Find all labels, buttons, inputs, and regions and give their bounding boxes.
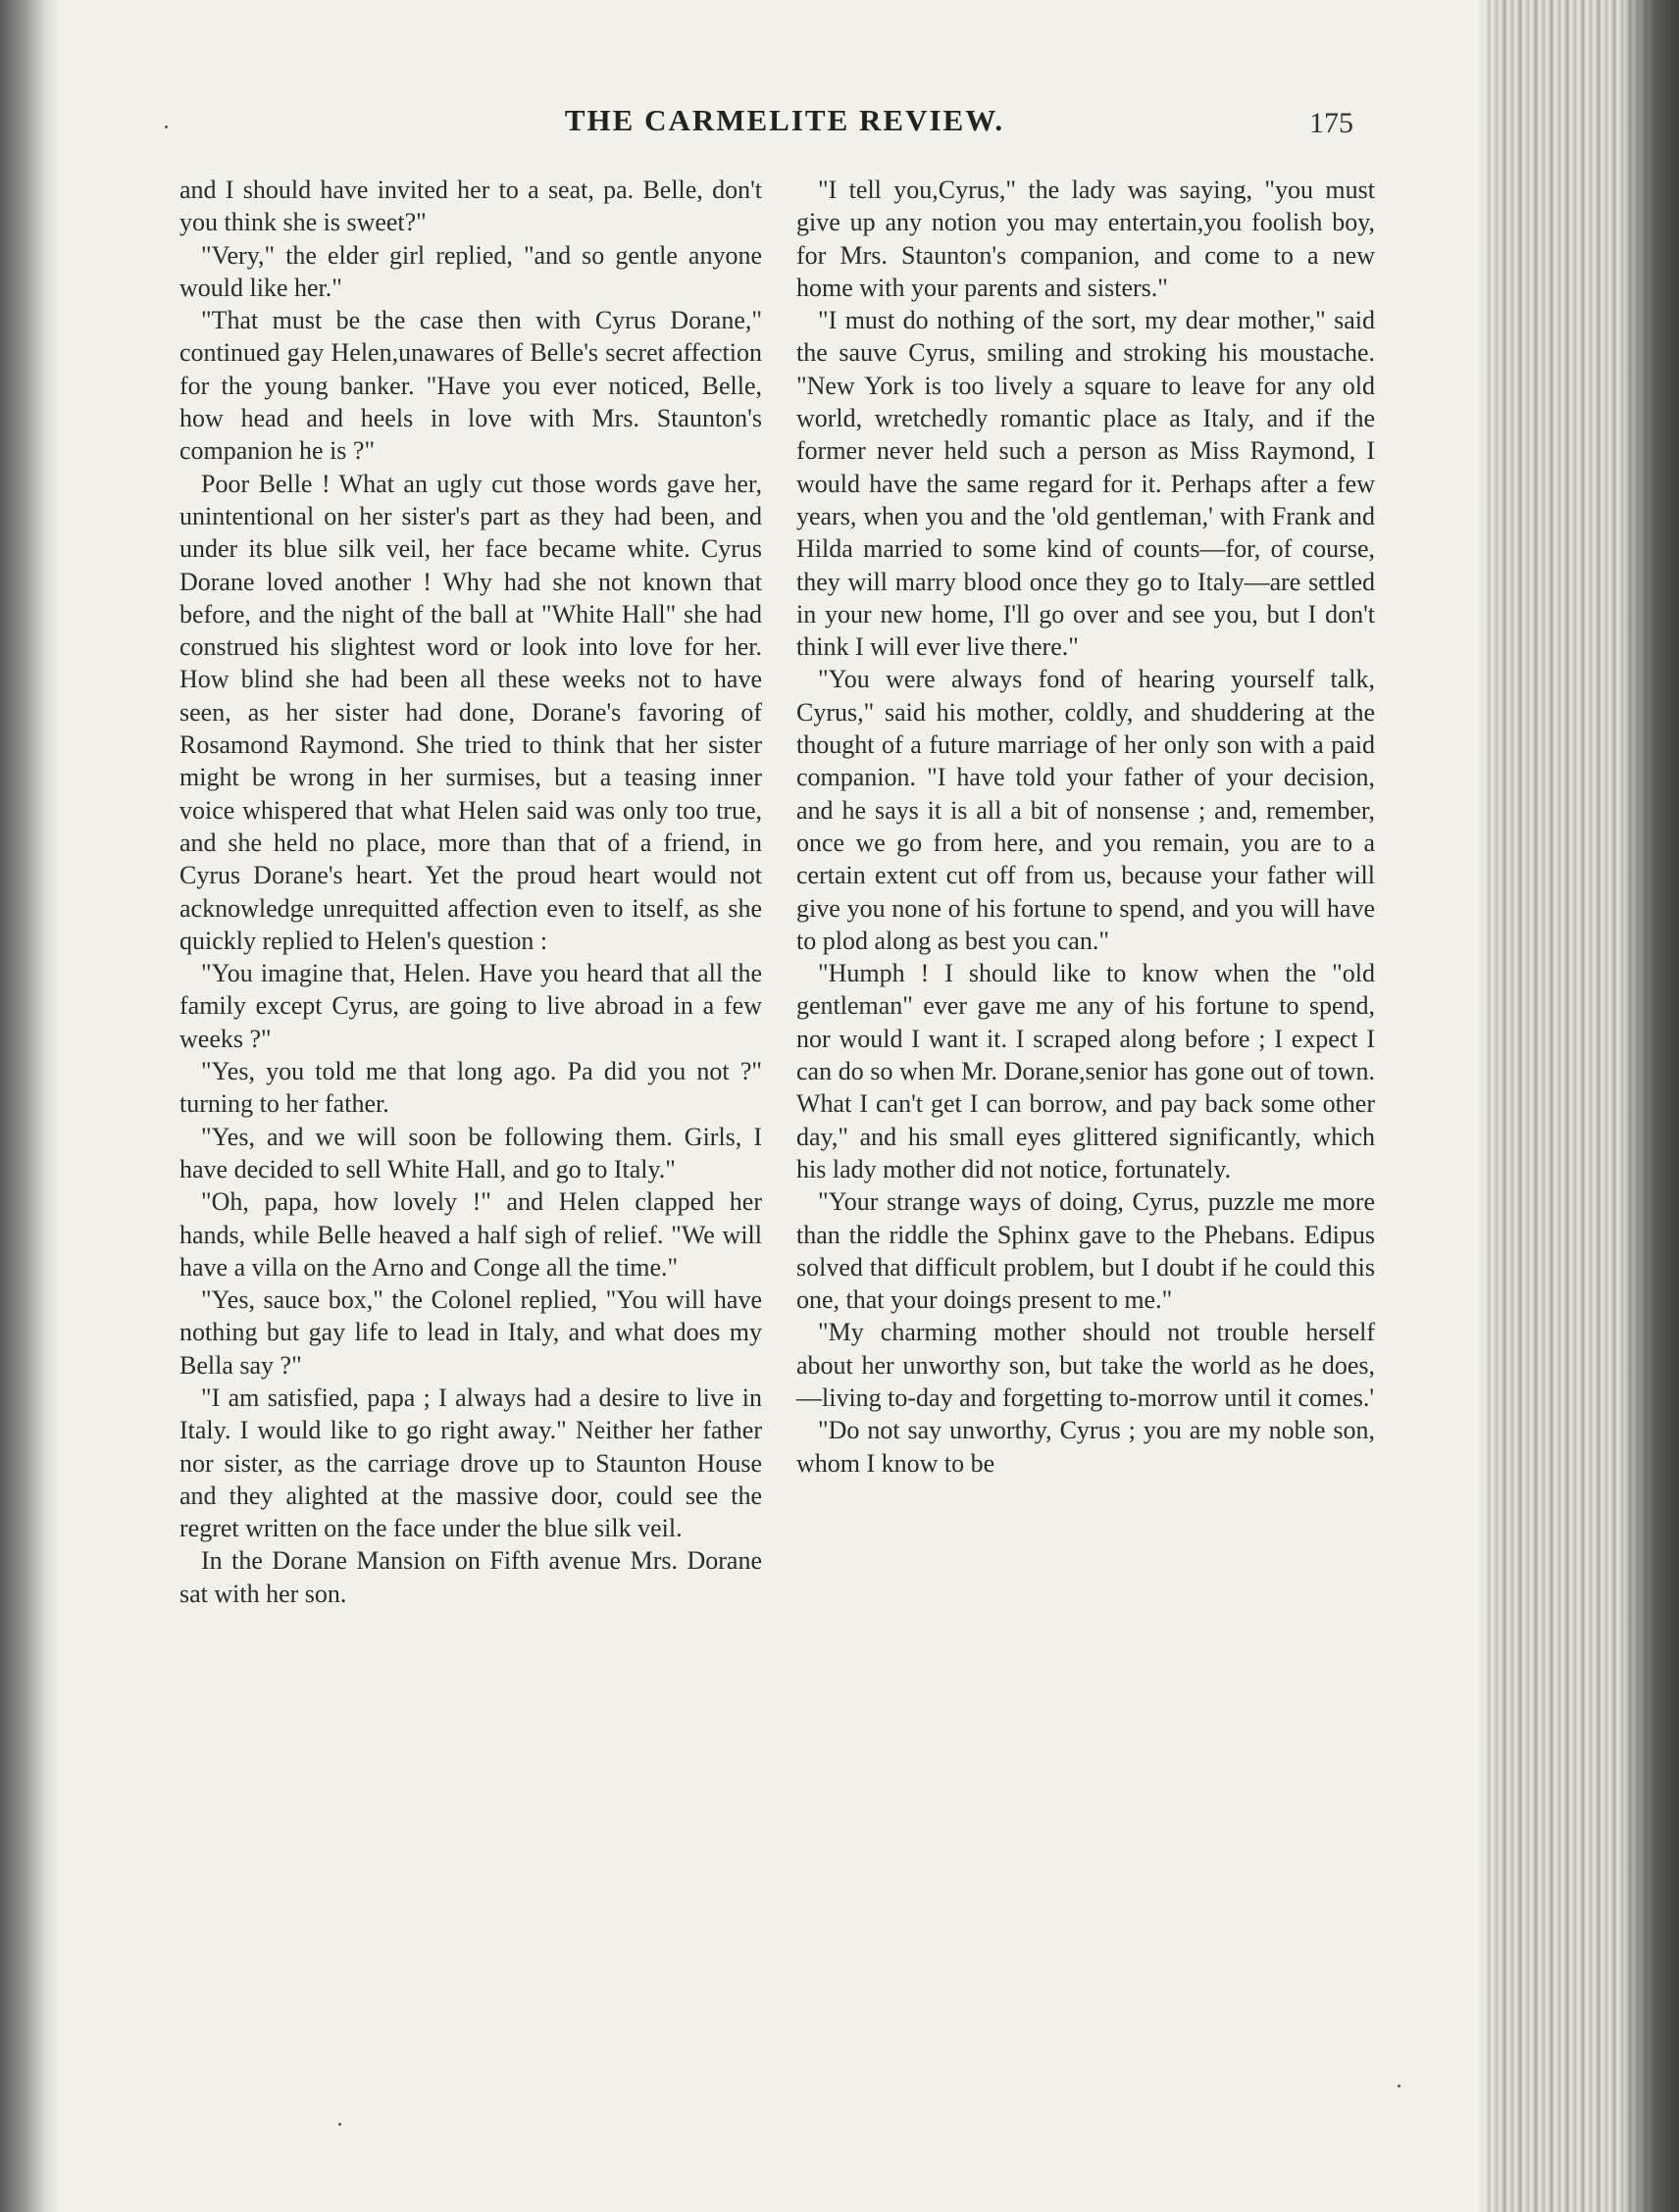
paragraph: "Humph ! I should like to know when the "old gentleman" ever gave me any of his fortune to spend, nor would I want it. I scraped along before ; I expect I can do so when Mr. Dorane,senior has gone out of town. What I can't get I can borrow, and pay back some other day," and his small eyes glittered significantly, which his lady mother did not notice, fortunately. xyxy=(796,959,1375,1183)
paragraph: "Do not say unworthy, Cyrus ; you are my noble son, whom I know to be xyxy=(796,1416,1375,1478)
page-number: 175 xyxy=(1309,107,1353,139)
paragraph: "Very," the elder girl replied, "and so gentle anyone would like her." xyxy=(179,240,762,302)
right-column xyxy=(796,174,1375,1480)
paragraph: "You were always fond of hearing yourself talk, Cyrus," said his mother, coldly, and shuddering at the thought of a future marriage of her only son with a paid companion. "I have told your father of your decision, and he says it is all a bit of nonsense ; and, remember, once we go from here, and you remain, you are to a certain extent cut off from us, because your father will give you none of his fortune to spend, and you will have to plod along as best you can." xyxy=(796,665,1375,955)
paragraph: "I am satisfied, papa ; I always had a desire to live in Italy. I would like to go right away." Neither her father nor sister, as the carriage drove up to Staunton House and they alighted at the massive door, could see the regret written on the face under the blue silk veil. xyxy=(179,1382,762,1543)
print-speck xyxy=(338,2123,341,2126)
paragraph: "You imagine that, Helen. Have you heard that all the family except Cyrus, are going to live abroad in a few weeks ?" xyxy=(179,959,762,1053)
left-column xyxy=(179,174,762,1610)
paragraph: and I should have invited her to a seat, pa. Belle, don't you think she is sweet?" xyxy=(179,176,762,237)
running-title: THE CARMELITE REVIEW. xyxy=(564,103,1005,137)
page-header xyxy=(177,103,1393,152)
paragraph: "I tell you,Cyrus," the lady was saying, "you must give up any notion you may entertain,you foolish boy, for Mrs. Staunton's companion, and come to a new home with your parents and sisters." xyxy=(796,176,1375,302)
print-speck xyxy=(165,126,168,128)
paragraph: "Your strange ways of doing, Cyrus, puzzle me more than the riddle the Sphinx gave to the Phebans. Edipus solved that difficult problem, but I doubt if he could this one, that your doings present to me." xyxy=(796,1187,1375,1315)
paragraph: "Yes, sauce box," the Colonel replied, "You will have nothing but gay life to lead in Italy, and what does my Bella say ?" xyxy=(179,1285,762,1380)
book-gutter-shadow xyxy=(0,0,59,2212)
paragraph: "Yes, and we will soon be following them. Girls, I have decided to sell White Hall, and go to Italy." xyxy=(179,1122,762,1183)
paragraph: "Oh, papa, how lovely !" and Helen clapped her hands, while Belle heaved a half sigh of relief. "We will have a villa on the Arno and Conge all the time." xyxy=(179,1187,762,1282)
book-page-edges xyxy=(1476,0,1679,2212)
paragraph: Poor Belle ! What an ugly cut those words gave her, unintentional on her sister's part as they had been, and under its blue silk veil, her face became white. Cyrus Dorane loved another ! Why had she not known that before, and the night of the ball at "White Hall" she had construed his slightest word or look into love for her. How blind she had been all these weeks not to have seen, as her sister had done, Dorane's favoring of Rosamond Raymond. She tried to think that her sister might be wrong in her surmises, but a teasing inner voice whispered that what Helen said was only too true, and she held no place, more than that of a friend, in Cyrus Dorane's heart. Yet the proud heart would not acknowledge unrequitted affection even to itself, as she quickly replied to Helen's question : xyxy=(179,469,762,955)
paragraph: "My charming mother should not trouble herself about her unworthy son, but take the world as he does,—living to-day and forgetting to-morrow until it comes.' xyxy=(796,1318,1375,1412)
paragraph: "I must do nothing of the sort, my dear mother," said the sauve Cyrus, smiling and stroking his moustache. "New York is too lively a square to leave for any old world, wretchedly romantic place as Italy, and if the former never held such a person as Miss Raymond, I would have the same regard for it. Perhaps after a few years, when you and the 'old gentleman,' with Frank and Hilda married to some kind of counts—for, of course, they will marry blood once they go to Italy—are settled in your new home, I'll go over and see you, but I don't think I will ever live there." xyxy=(796,306,1375,662)
paragraph: "Yes, you told me that long ago. Pa did you not ?" turning to her father. xyxy=(179,1057,762,1119)
paragraph: "That must be the case then with Cyrus Dorane," continued gay Helen,unawares of Belle's secret affection for the young banker. "Have you ever noticed, Belle, how head and heels in love with Mrs. Staunton's companion he is ?" xyxy=(179,306,762,466)
paragraph: In the Dorane Mansion on Fifth avenue Mrs. Dorane sat with her son. xyxy=(179,1546,762,1608)
print-speck xyxy=(1398,2085,1400,2087)
